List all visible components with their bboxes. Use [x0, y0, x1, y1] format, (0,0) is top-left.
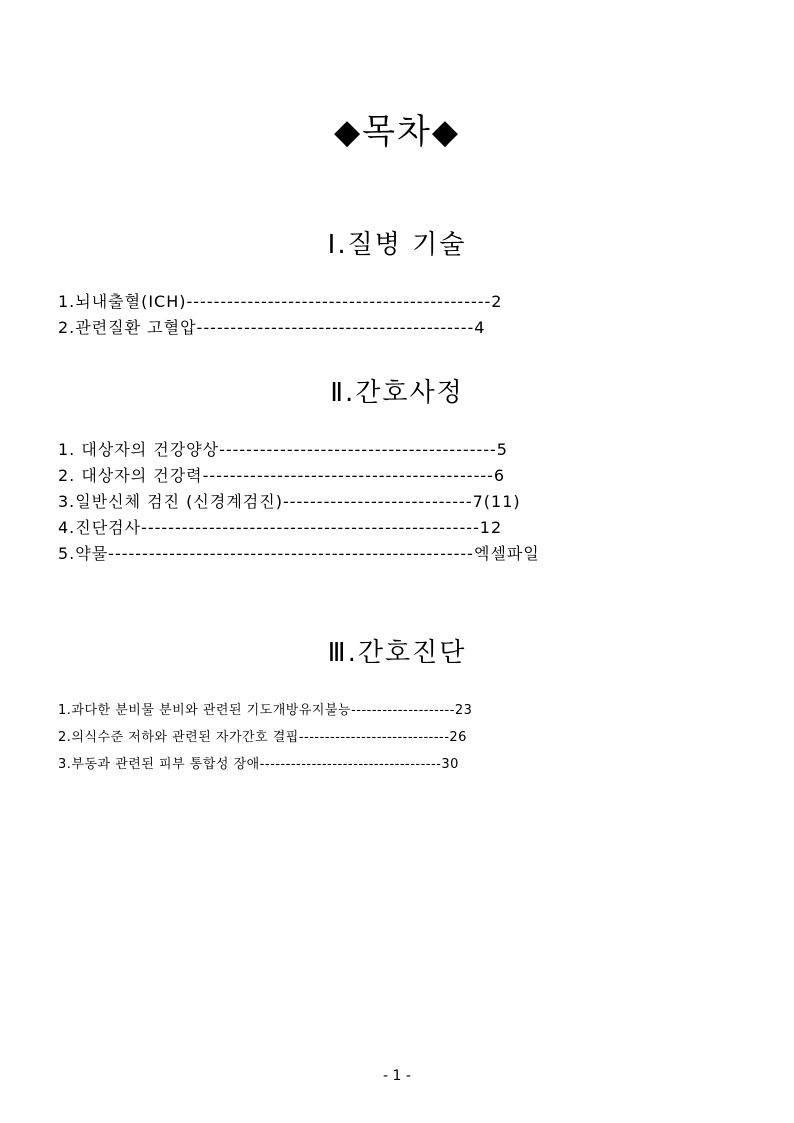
toc-entry: 1. 대상자의 건강양상-----------------------------------------5: [58, 440, 508, 459]
toc-entry: 2.의식수준 저하와 관련된 자가간호 결핍-----------------------------26: [58, 730, 467, 745]
section-heading-1: Ⅰ.질병 기술: [327, 230, 467, 260]
page-title: ◆목차◆: [334, 112, 460, 152]
section-heading-2: Ⅱ.간호사정: [330, 378, 464, 408]
toc-list-section-2: [58, 437, 540, 567]
toc-entry: 2.관련질환 고혈압-----------------------------------------4: [58, 318, 486, 337]
page-number: - 1 -: [383, 1068, 411, 1084]
toc-entry: 3.부동과 관련된 피부 통합성 장애-----------------------------------30: [58, 757, 459, 772]
toc-entry: 3.일반신체 검진 (신경계검진)----------------------------7(11): [58, 492, 521, 511]
section-heading-3: Ⅲ.간호진단: [327, 638, 467, 668]
toc-entry: 1.뇌내출혈(ICH)---------------------------------------------2: [58, 292, 503, 311]
toc-entry: 4.진단검사--------------------------------------------------12: [58, 518, 503, 537]
toc-list-section-1: [58, 289, 502, 341]
toc-entry: 5.약물------------------------------------------------------엑셀파일: [58, 544, 540, 563]
toc-entry: 2. 대상자의 건강력-------------------------------------------6: [58, 466, 506, 485]
toc-list-section-3: [58, 697, 472, 778]
toc-entry: 1.과다한 분비물 분비와 관련된 기도개방유지불능--------------------23: [58, 703, 473, 718]
